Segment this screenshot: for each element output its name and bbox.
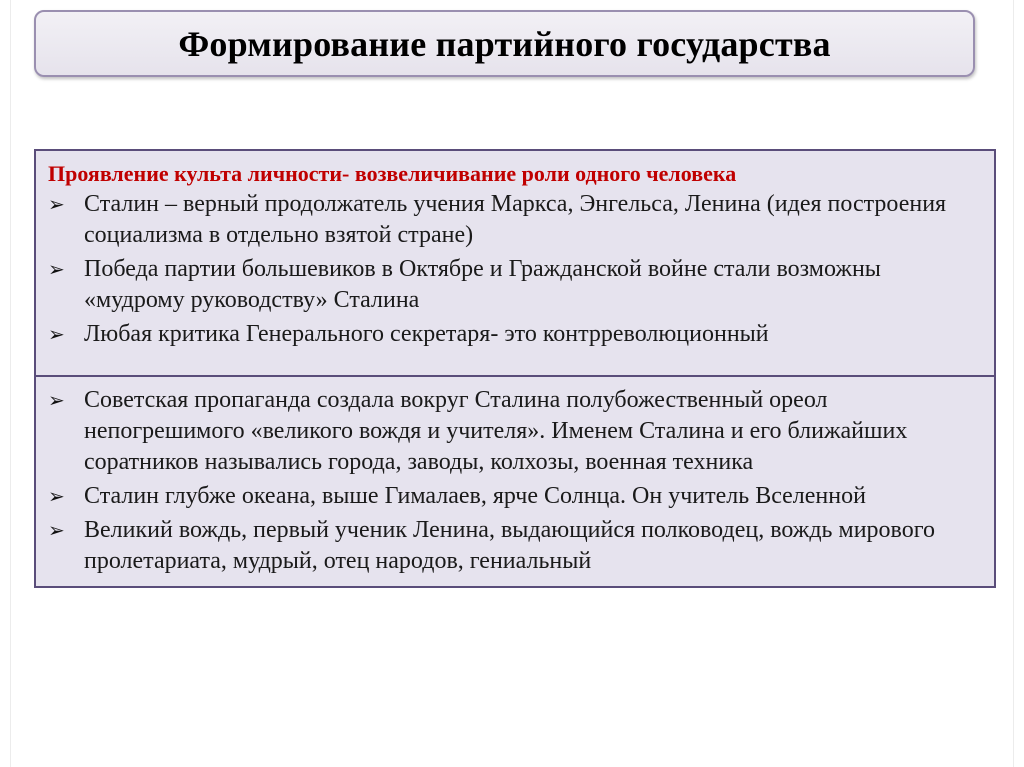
arrow-bullet-icon: ➢ <box>48 484 65 508</box>
bullet-list-top <box>48 189 980 350</box>
list-item-text: Сталин – верный продолжатель учения Маркса, Энгельса, Ленина (идея построения социализма в отдельно взятой стране) <box>84 191 947 248</box>
list-item <box>48 515 980 577</box>
list-item <box>48 254 980 316</box>
list-item <box>48 481 980 512</box>
arrow-bullet-icon: ➢ <box>48 518 65 542</box>
arrow-bullet-icon: ➢ <box>48 257 65 281</box>
list-item <box>48 319 980 350</box>
section-cult-of-personality <box>36 151 994 377</box>
title-box <box>34 10 975 77</box>
list-item <box>48 189 980 251</box>
slide-frame-left <box>10 0 11 767</box>
list-item-text: Великий вождь, первый ученик Ленина, выдающийся полководец, вождь мирового пролетариата, мудрый, отец народов, гениальный <box>84 517 935 574</box>
arrow-bullet-icon: ➢ <box>48 388 65 412</box>
arrow-bullet-icon: ➢ <box>48 322 65 346</box>
slide-frame-right <box>1013 0 1014 767</box>
content-box <box>34 149 996 588</box>
list-item <box>48 385 980 478</box>
section-heading: Проявление культа личности- возвеличивание роли одного человека <box>48 161 737 186</box>
arrow-bullet-icon: ➢ <box>48 192 65 216</box>
list-item-text: Сталин глубже океана, выше Гималаев, ярче Солнца. Он учитель Вселенной <box>84 483 866 509</box>
list-item-text: Любая критика Генерального секретаря- это контрреволюционный <box>84 321 769 347</box>
slide-title: Формирование партийного государства <box>178 23 831 64</box>
list-item-text: Победа партии большевиков в Октябре и Гражданской войне стали возможны «мудрому руководству» Сталина <box>84 256 881 313</box>
bullet-list-bottom <box>48 385 980 577</box>
list-item-text: Советская пропаганда создала вокруг Сталина полубожественный ореол непогрешимого «великого вождя и учителя». Именем Сталина и его ближайших соратников назывались города, заводы, колхозы, военная техника <box>84 387 908 475</box>
section-propaganda <box>36 377 994 586</box>
